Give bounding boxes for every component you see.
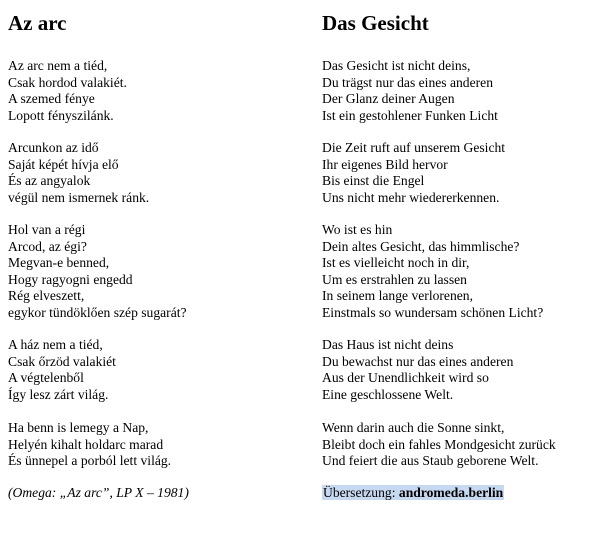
- poem-line: Hogy ragyogni engedd: [8, 271, 133, 287]
- hungarian-stanza-1: [8, 58, 127, 124]
- german-stanza-1: [322, 58, 498, 124]
- poem-line: Így lesz zárt világ.: [8, 386, 109, 402]
- poem-line: Das Gesicht ist nicht deins,: [322, 58, 471, 73]
- source-credit: [8, 485, 189, 502]
- poem-line: In seinem lange verlorenen,: [322, 288, 473, 303]
- poem-line: Ihr eigenes Bild hervor: [322, 156, 448, 172]
- poem-line: Az arc nem a tiéd,: [8, 58, 108, 73]
- hungarian-stanza-3: [8, 222, 187, 321]
- poem-line: Du trägst nur das eines anderen: [322, 74, 493, 90]
- poem-line: Einstmals so wundersam schönen Licht?: [322, 304, 544, 320]
- german-stanza-4: [322, 337, 513, 403]
- poem-line: A ház nem a tiéd,: [8, 337, 103, 352]
- hungarian-title: Az arc: [8, 11, 67, 35]
- hungarian-stanza-5: [8, 420, 171, 470]
- poem-line: Bleibt doch ein fahles Mondgesicht zurück: [322, 436, 556, 452]
- poem-line: Lopott fényszilánk.: [8, 107, 114, 123]
- poem-line: Rég elveszett,: [8, 288, 85, 303]
- poem-line: Csak hordod valakiét.: [8, 74, 127, 90]
- poem-line: Ha benn is lemegy a Nap,: [8, 420, 149, 435]
- poem-line: Megvan-e benned,: [8, 255, 110, 270]
- translation-credit: [322, 485, 504, 502]
- poem-line: Eine geschlossene Welt.: [322, 386, 454, 402]
- poem-line: Arcod, az égi?: [8, 238, 87, 254]
- poem-line: végül nem ismernek ránk.: [8, 189, 150, 205]
- poem-line: Der Glanz deiner Augen: [322, 91, 455, 106]
- poem-line: Ist es vielleicht noch in dir,: [322, 255, 470, 270]
- source-credit-text: (Omega: „Az arc”, LP X – 1981): [8, 485, 189, 500]
- poem-line: És az angyalok: [8, 173, 91, 188]
- german-title: Das Gesicht: [322, 11, 429, 35]
- poem-line: A végtelenből: [8, 370, 84, 385]
- hungarian-stanza-2: [8, 140, 149, 206]
- poem-line: Dein altes Gesicht, das himmlische?: [322, 238, 520, 254]
- poem-line: egykor tündöklően szép sugarát?: [8, 304, 187, 320]
- german-stanza-5: [322, 420, 556, 470]
- poem-line: Uns nicht mehr wiedererkennen.: [322, 189, 500, 205]
- poem-line: Ist ein gestohlener Funken Licht: [322, 107, 498, 123]
- poem-line: És ünnepel a porból lett világ.: [8, 453, 172, 468]
- poem-line: Csak őrzöd valakiét: [8, 353, 116, 369]
- translation-label: Übersetzung:: [323, 485, 396, 500]
- german-stanza-2: [322, 140, 505, 206]
- poem-line: Bis einst die Engel: [322, 173, 425, 188]
- poem-line: A szemed fénye: [8, 91, 95, 106]
- poem-line: Aus der Unendlichkeit wird so: [322, 370, 489, 385]
- poem-line: Helyén kihalt holdarc marad: [8, 436, 164, 452]
- translation-credit-highlight: [322, 485, 504, 500]
- poem-line: Um es erstrahlen zu lassen: [322, 271, 467, 287]
- poem-line: Das Haus ist nicht deins: [322, 337, 454, 352]
- poem-line: Saját képét hívja elő: [8, 156, 119, 172]
- poem-line: Hol van a régi: [8, 222, 86, 237]
- poem-line: Wo ist es hin: [322, 222, 393, 237]
- german-stanza-3: [322, 222, 543, 321]
- poem-line: Wenn darin auch die Sonne sinkt,: [322, 420, 505, 435]
- poem-line: Die Zeit ruft auf unserem Gesicht: [322, 140, 506, 155]
- poem-line: Und feiert die aus Staub geborene Welt.: [322, 453, 539, 468]
- poem-line: Arcunkon az idő: [8, 140, 99, 155]
- translation-link[interactable]: andromeda.berlin: [398, 485, 504, 500]
- poem-line: Du bewachst nur das eines anderen: [322, 353, 514, 369]
- hungarian-stanza-4: [8, 337, 116, 403]
